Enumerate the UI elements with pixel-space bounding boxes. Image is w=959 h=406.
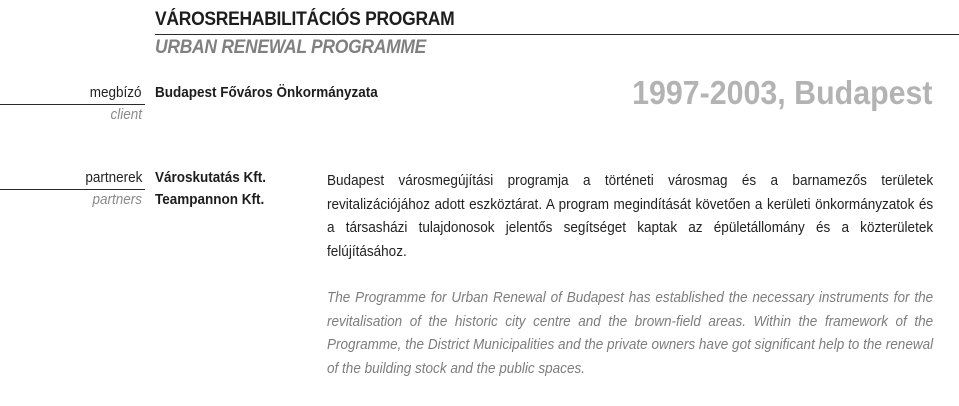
description-hu: Budapest városmegújítási programja a történeti városmag és a barnamezős területek revitalizációjához adott eszköztárat. A program megindítását követően a kerületi önkormányzatok és a társasházi tulajdonosok jelentős segítséget kaptak az épületállomány és a közterületek felújításához. [327,172,934,260]
title-divider [155,34,959,35]
page-subtitle: URBAN RENEWAL PROGRAMME [155,37,427,58]
client-divider [0,104,145,105]
partners-label-en: partners [92,191,142,208]
client-label: megbízó [90,84,142,101]
partner-item: Városkutatás Kft. [155,169,267,186]
client-label-en: client [110,106,142,123]
partner-item: Teampannon Kft. [155,191,265,208]
partners-label: partnerek [84,169,142,186]
page-title: VÁROSREHABILITÁCIÓS PROGRAM [155,9,455,30]
client-value: Budapest Főváros Önkormányzata [155,84,378,101]
date-place: 1997-2003, Budapest [632,74,933,111]
description-en: The Programme for Urban Renewal of Budapest has established the necessary instruments for the revitalisation of the historic city centre and the brown-field areas. Within the framework of the Programme, the District Municipalities and the private owners have got significant help to the renewal of the building stock and the public spaces. [327,289,934,377]
partners-divider [0,189,145,190]
